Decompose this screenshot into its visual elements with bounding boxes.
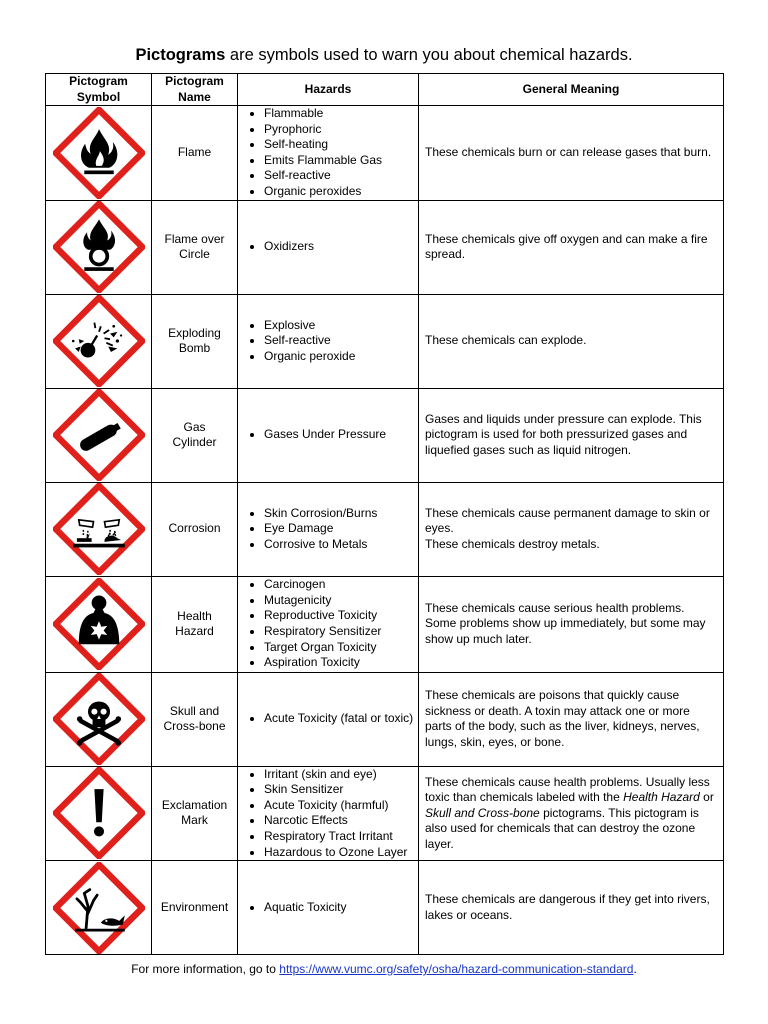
hazard-item: • Oxidizers (264, 239, 414, 255)
header-meaning: General Meaning (419, 74, 724, 106)
meaning-text: These chemicals cause serious health problems. Some problems show up immediately, but some may show up much later. (425, 600, 706, 646)
hazard-list (242, 577, 414, 671)
pictogram-symbol-cell (46, 861, 152, 955)
header-hazards: Hazards (238, 74, 419, 106)
footer (0, 962, 768, 976)
meaning-cell (419, 861, 724, 955)
table-row (46, 388, 724, 482)
hazard-list (242, 711, 414, 727)
pictogram-name-line: Flame (177, 145, 212, 160)
corrosion-icon (46, 483, 151, 575)
pictogram-name-cell (152, 106, 238, 201)
health-hazard-icon (46, 578, 151, 670)
pictogram-name-cell (152, 482, 238, 576)
meaning-text: These chemicals are poisons that quickly cause sickness or death. A toxin may attack one or more parts of the body, such as the liver, kidneys, nerves, lungs, skin, eyes, or bone. (425, 688, 700, 749)
hazard-item: • Reproductive Toxicity (264, 608, 414, 624)
footer-prefix: For more information, go to (131, 962, 280, 976)
pictogram-name-cell (152, 766, 238, 861)
table-row (46, 200, 724, 294)
hazard-item: • Explosive (264, 318, 414, 334)
hazard-item: • Aspiration Toxicity (264, 655, 414, 671)
skull-crossbones-icon (46, 673, 151, 765)
meaning-emphasis: Health Hazard (623, 790, 700, 805)
pictogram-name-cell (152, 576, 238, 672)
meaning-cell (419, 672, 724, 766)
hazard-item: • Corrosive to Metals (264, 537, 414, 553)
gas-cylinder-icon (46, 389, 151, 481)
table-row (46, 482, 724, 576)
hazard-item: • Acute Toxicity (harmful) (264, 798, 414, 814)
hazard-list (242, 318, 414, 365)
pictogram-symbol-cell (46, 576, 152, 672)
hazard-list (242, 767, 414, 861)
pictogram-symbol-cell (46, 672, 152, 766)
flame-over-circle-icon (46, 201, 151, 293)
meaning-text: These chemicals can explode. (425, 333, 587, 348)
meaning-cell (419, 200, 724, 294)
hazard-item: • Eye Damage (264, 521, 414, 537)
pictogram-name-line: Mark (181, 813, 208, 828)
hazard-item: • Self-reactive (264, 333, 414, 349)
meaning-emphasis: Skull and Cross-bone (425, 805, 540, 820)
pictogram-name-cell (152, 861, 238, 955)
pictogram-name-line: Exclamation (161, 797, 228, 812)
footer-link[interactable]: https://www.vumc.org/safety/osha/hazard-communication-standard (279, 962, 634, 976)
hazards-cell (238, 766, 419, 861)
hazard-item: • Skin Corrosion/Burns (264, 506, 414, 522)
hazard-item: • Pyrophoric (264, 122, 414, 138)
hazards-cell (238, 482, 419, 576)
page-title-rest: are symbols used to warn you about chemical hazards. (225, 46, 633, 64)
meaning-text: These chemicals are dangerous if they get into rivers, lakes or oceans. (425, 892, 710, 922)
environment-icon (46, 862, 151, 954)
meaning-cell (419, 388, 724, 482)
hazard-item: • Acute Toxicity (fatal or toxic) (264, 711, 414, 727)
pictogram-name-line: Exploding (168, 325, 221, 340)
hazard-list (242, 506, 414, 553)
hazard-item: • Mutagenicity (264, 593, 414, 609)
meaning-cell (419, 106, 724, 201)
hazard-item: • Target Organ Toxicity (264, 640, 414, 656)
meaning-cell (419, 766, 724, 861)
hazard-list (242, 239, 414, 255)
flame-icon (46, 107, 151, 199)
hazards-cell (238, 576, 419, 672)
hazards-cell (238, 861, 419, 955)
meaning-text: Gases and liquids under pressure can explode. This pictogram is used for both pressurized gases and liquefied gases such as liquid nitrogen. (425, 411, 702, 457)
hazard-item: • Irritant (skin and eye) (264, 767, 414, 783)
hazard-list (242, 900, 414, 916)
pictogram-name-line: Circle (179, 247, 210, 262)
pictogram-symbol-cell (46, 482, 152, 576)
hazard-item: • Emits Flammable Gas (264, 153, 414, 169)
meaning-text: These chemicals destroy metals. (425, 536, 600, 551)
meaning-cell (419, 576, 724, 672)
pictogram-symbol-cell (46, 388, 152, 482)
meaning-text: These chemicals burn or can release gases that burn. (425, 145, 712, 160)
pictogram-name-cell (152, 294, 238, 388)
pictogram-name-line: Hazard (175, 624, 214, 639)
table-row (46, 861, 724, 955)
meaning-text: or (699, 790, 714, 805)
meaning-text: pictograms. This pictogram is also used for chemicals that can destroy the ozone layer. (425, 805, 699, 851)
pictogram-symbol-cell (46, 106, 152, 201)
pictogram-name-line: Corrosion (168, 521, 221, 536)
pictogram-name-line: Gas (183, 419, 206, 434)
pictogram-name-line: Skull and (169, 703, 220, 718)
hazard-item: • Respiratory Tract Irritant (264, 829, 414, 845)
hazard-item: • Respiratory Sensitizer (264, 624, 414, 640)
hazard-item: • Flammable (264, 106, 414, 122)
hazard-item: • Self-reactive (264, 168, 414, 184)
pictogram-name-line: Bomb (178, 341, 211, 356)
exploding-bomb-icon (46, 295, 151, 387)
table-row (46, 106, 724, 201)
page-title (0, 46, 768, 65)
hazards-cell (238, 200, 419, 294)
exclamation-mark-icon (46, 767, 151, 859)
pictogram-name-line: Environment (160, 899, 229, 914)
pictogram-symbol-cell (46, 766, 152, 861)
pictogram-name-line: Cross-bone (163, 719, 226, 734)
hazards-cell (238, 672, 419, 766)
hazard-item: • Skin Sensitizer (264, 782, 414, 798)
hazard-item: • Self-heating (264, 137, 414, 153)
hazards-cell (238, 388, 419, 482)
pictogram-symbol-cell (46, 294, 152, 388)
pictogram-name-line: Flame over (164, 231, 225, 246)
table-row (46, 294, 724, 388)
hazard-item: • Organic peroxide (264, 349, 414, 365)
hazard-item: • Aquatic Toxicity (264, 900, 414, 916)
hazard-list (242, 106, 414, 200)
hazard-list (242, 427, 414, 443)
table-row (46, 672, 724, 766)
hazards-cell (238, 106, 419, 201)
pictogram-table (45, 73, 724, 955)
hazard-item: • Gases Under Pressure (264, 427, 414, 443)
page-title-bold: Pictograms (135, 46, 226, 64)
meaning-text: These chemicals give off oxygen and can make a fire spread. (425, 231, 708, 262)
pictogram-name-cell (152, 672, 238, 766)
hazard-item: • Organic peroxides (264, 184, 414, 200)
pictogram-name-cell (152, 200, 238, 294)
hazard-item: • Hazardous to Ozone Layer (264, 845, 414, 861)
table-header-row (46, 74, 724, 106)
pictogram-name-cell (152, 388, 238, 482)
hazard-item: • Carcinogen (264, 577, 414, 593)
header-name: Pictogram Name (152, 74, 238, 106)
footer-suffix: . (633, 962, 637, 976)
table-row (46, 576, 724, 672)
header-symbol: Pictogram Symbol (46, 74, 152, 106)
pictogram-name-line: Cylinder (172, 435, 217, 450)
meaning-cell (419, 294, 724, 388)
pictogram-name-line: Health (177, 608, 212, 623)
meaning-text: These chemicals cause permanent damage to skin or eyes. (425, 505, 710, 536)
hazard-item: • Narcotic Effects (264, 813, 414, 829)
table-row (46, 766, 724, 861)
meaning-cell (419, 482, 724, 576)
meaning-text: These chemicals cause health problems. Usually less toxic than chemicals labeled with the (425, 774, 710, 805)
hazards-cell (238, 294, 419, 388)
pictogram-symbol-cell (46, 200, 152, 294)
